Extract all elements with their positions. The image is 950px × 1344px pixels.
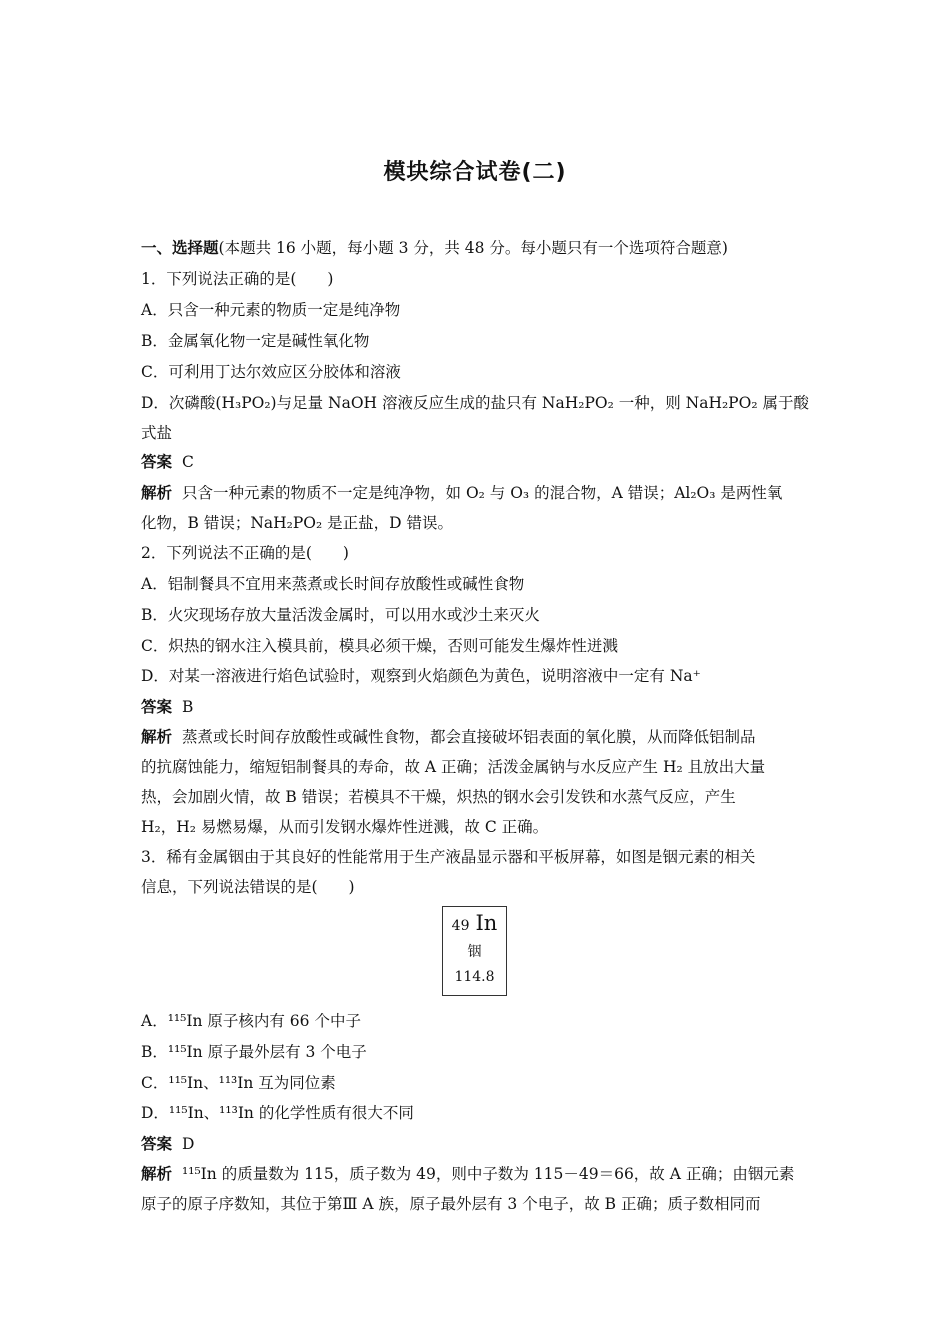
- page-title: 模块综合试卷(二): [383, 160, 567, 185]
- answer-value: D: [182, 1135, 195, 1153]
- q2-option-a: A．铝制餐具不宜用来蒸煮或长时间存放酸性或碱性食物: [141, 575, 525, 593]
- q2-option-c: C．炽热的钢水注入模具前，模具必须干燥，否则可能发生爆炸性迸溅: [141, 637, 618, 655]
- q1-option-b: B．金属氧化物一定是碱性氧化物: [141, 332, 370, 350]
- element-name: 铟: [467, 944, 482, 960]
- q2-analysis-line1: [141, 727, 813, 747]
- element-symbol: In: [475, 911, 498, 935]
- q3-option-d: D．¹¹⁵In、¹¹³In 的化学性质有很大不同: [141, 1104, 414, 1122]
- q3-option-c: C．¹¹⁵In、¹¹³In 互为同位素: [141, 1074, 336, 1092]
- analysis-label: 解析: [141, 728, 173, 746]
- q3-option-b: B．¹¹⁵In 原子最外层有 3 个电子: [141, 1043, 367, 1061]
- q3-stem-line1: 3．稀有金属铟由于其良好的性能常用于生产液晶显示器和平板屏幕，如图是铟元素的相关: [141, 848, 756, 866]
- q2-stem: 2．下列说法不正确的是( ): [141, 544, 349, 562]
- section-note: (本题共 16 小题，每小题 3 分，共 48 分。每小题只有一个选项符合题意): [218, 239, 728, 257]
- atomic-mass: 114.8: [454, 969, 495, 985]
- analysis-text: ¹¹⁵In 的质量数为 115，质子数为 49，则中子数为 115－49＝66，故 A 正确；由铟元素: [182, 1165, 795, 1183]
- q2-analysis-line3: 热，会加剧火情，故 B 错误；若模具不干燥，炽热的钢水会引发铁和水蒸气反应，产生: [141, 788, 736, 806]
- q3-option-a: A．¹¹⁵In 原子核内有 66 个中子: [141, 1012, 361, 1030]
- q1-option-d-line2: 式盐: [141, 424, 173, 442]
- q1-answer: [141, 452, 813, 472]
- q1-analysis-line1: [141, 483, 813, 503]
- q1-option-c: C．可利用丁达尔效应区分胶体和溶液: [141, 363, 401, 381]
- q2-option-d: D．对某一溶液进行焰色试验时，观察到火焰颜色为黄色，说明溶液中一定有 Na⁺: [141, 667, 701, 685]
- q2-answer: [141, 697, 813, 717]
- q1-option-a: A．只含一种元素的物质一定是纯净物: [141, 301, 401, 319]
- section-heading: 一、选择题: [141, 239, 219, 257]
- answer-label: 答案: [141, 1135, 173, 1153]
- answer-value: C: [182, 453, 194, 471]
- section-header: [141, 238, 813, 258]
- analysis-text: 只含一种元素的物质不一定是纯净物，如 O₂ 与 O₃ 的混合物，A 错误；Al₂O₃ 是两性氧: [182, 484, 783, 502]
- q3-analysis-line2: 原子的原子序数知，其位于第Ⅲ A 族，原子最外层有 3 个电子，故 B 正确；质子数相同而: [141, 1195, 761, 1213]
- q3-stem-line2: 信息，下列说法错误的是( ): [141, 878, 355, 896]
- q1-stem: 1．下列说法正确的是( ): [141, 270, 334, 288]
- analysis-text: 蒸煮或长时间存放酸性或碱性食物，都会直接破坏铝表面的氧化膜，从而降低铝制品: [182, 728, 756, 746]
- q2-analysis-line4: H₂，H₂ 易燃易爆，从而引发钢水爆炸性迸溅，故 C 正确。: [141, 818, 549, 836]
- answer-label: 答案: [141, 698, 173, 716]
- q1-analysis-line2: 化物，B 错误；NaH₂PO₂ 是正盐，D 错误。: [141, 514, 453, 532]
- q1-option-d-line1: D．次磷酸(H₃PO₂)与足量 NaOH 溶液反应生成的盐只有 NaH₂PO₂ 一种，则 NaH₂PO₂ 属于酸: [141, 394, 809, 412]
- q2-analysis-line2: 的抗腐蚀能力，缩短铝制餐具的寿命，故 A 正确；活泼金属钠与水反应产生 H₂ 且放出大量: [141, 758, 766, 776]
- q3-analysis-line1: [141, 1164, 813, 1184]
- answer-value: B: [182, 698, 194, 716]
- answer-label: 答案: [141, 453, 173, 471]
- q3-answer: [141, 1134, 813, 1154]
- analysis-label: 解析: [141, 484, 173, 502]
- analysis-label: 解析: [141, 1165, 173, 1183]
- element-card: [442, 906, 507, 996]
- q2-option-b: B．火灾现场存放大量活泼金属时，可以用水或沙土来灭火: [141, 606, 540, 624]
- atomic-number: 49: [451, 918, 470, 934]
